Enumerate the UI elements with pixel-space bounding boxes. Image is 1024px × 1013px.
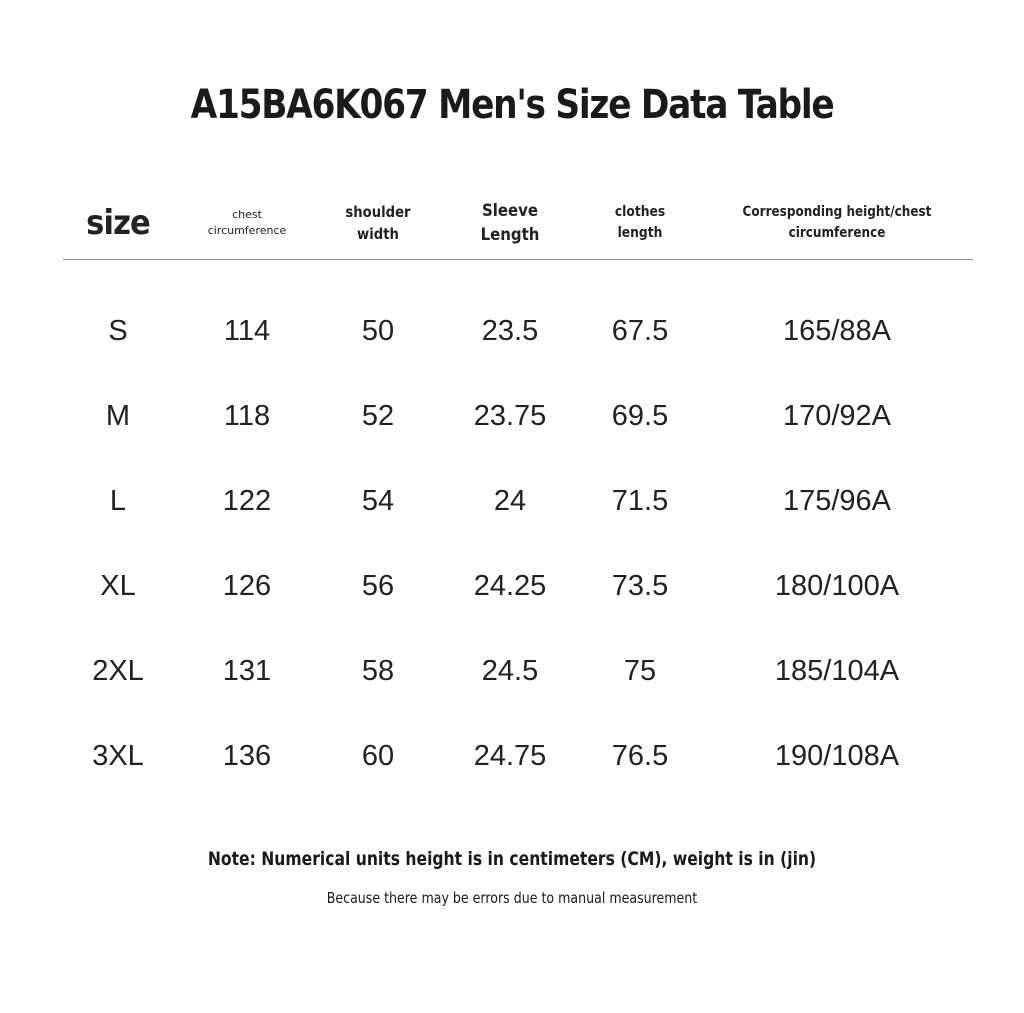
cell-shoulder: 50 bbox=[361, 314, 395, 347]
cell-chest: 114 bbox=[223, 314, 271, 347]
table-row bbox=[0, 386, 1024, 446]
header-chest-circumference: chest circumference bbox=[207, 208, 287, 237]
cell-shoulder: 52 bbox=[361, 399, 395, 432]
cell-chest: 131 bbox=[222, 654, 272, 687]
cell-shoulder: 60 bbox=[361, 739, 395, 772]
header-divider bbox=[63, 259, 973, 260]
table-row bbox=[0, 641, 1024, 701]
cell-size: L bbox=[109, 484, 127, 517]
header-clothes-length: clothes length bbox=[614, 204, 666, 241]
cell-sleeve: 23.75 bbox=[473, 399, 547, 432]
cell-sleeve: 24.5 bbox=[481, 654, 539, 687]
cell-clothes-length: 69.5 bbox=[611, 399, 669, 432]
cell-corresponding: 180/100A bbox=[774, 569, 900, 602]
cell-corresponding: 170/92A bbox=[782, 399, 892, 432]
cell-sleeve: 24.25 bbox=[473, 569, 547, 602]
cell-sleeve: 24.75 bbox=[473, 739, 547, 772]
units-note: Note: Numerical units height is in centimeters (CM), weight is in (jin) bbox=[207, 848, 817, 870]
table-row bbox=[0, 471, 1024, 531]
page-title: A15BA6K067 Men's Size Data Table bbox=[190, 82, 834, 128]
cell-chest: 136 bbox=[222, 739, 272, 772]
table-header bbox=[0, 193, 1024, 253]
cell-clothes-length: 67.5 bbox=[611, 314, 669, 347]
cell-shoulder: 54 bbox=[361, 484, 395, 517]
cell-sleeve: 24 bbox=[493, 484, 527, 517]
cell-sleeve: 23.5 bbox=[481, 314, 539, 347]
cell-clothes-length: 76.5 bbox=[611, 739, 669, 772]
header-shoulder-width: shoulder width bbox=[345, 203, 411, 243]
cell-size: M bbox=[105, 399, 131, 432]
cell-corresponding: 190/108A bbox=[774, 739, 900, 772]
cell-size: 2XL bbox=[92, 654, 144, 687]
cell-corresponding: 175/96A bbox=[782, 484, 892, 517]
table-row bbox=[0, 726, 1024, 786]
header-size: size bbox=[86, 203, 150, 243]
cell-size: 3XL bbox=[92, 739, 144, 772]
header-corresponding-height-chest: Corresponding height/chest circumference bbox=[742, 204, 932, 241]
cell-chest: 126 bbox=[222, 569, 272, 602]
cell-size: XL bbox=[100, 569, 136, 602]
cell-shoulder: 58 bbox=[361, 654, 395, 687]
cell-corresponding: 185/104A bbox=[774, 654, 900, 687]
cell-shoulder: 56 bbox=[361, 569, 395, 602]
header-sleeve-length: Sleeve Length bbox=[480, 201, 540, 245]
cell-clothes-length: 73.5 bbox=[611, 569, 669, 602]
measurement-note: Because there may be errors due to manual measurement bbox=[326, 889, 698, 907]
cell-size: S bbox=[108, 314, 128, 347]
cell-corresponding: 165/88A bbox=[782, 314, 892, 347]
cell-chest: 118 bbox=[223, 399, 271, 432]
cell-clothes-length: 71.5 bbox=[611, 484, 669, 517]
cell-chest: 122 bbox=[222, 484, 272, 517]
cell-clothes-length: 75 bbox=[623, 654, 657, 687]
table-row bbox=[0, 301, 1024, 361]
table-row bbox=[0, 556, 1024, 616]
